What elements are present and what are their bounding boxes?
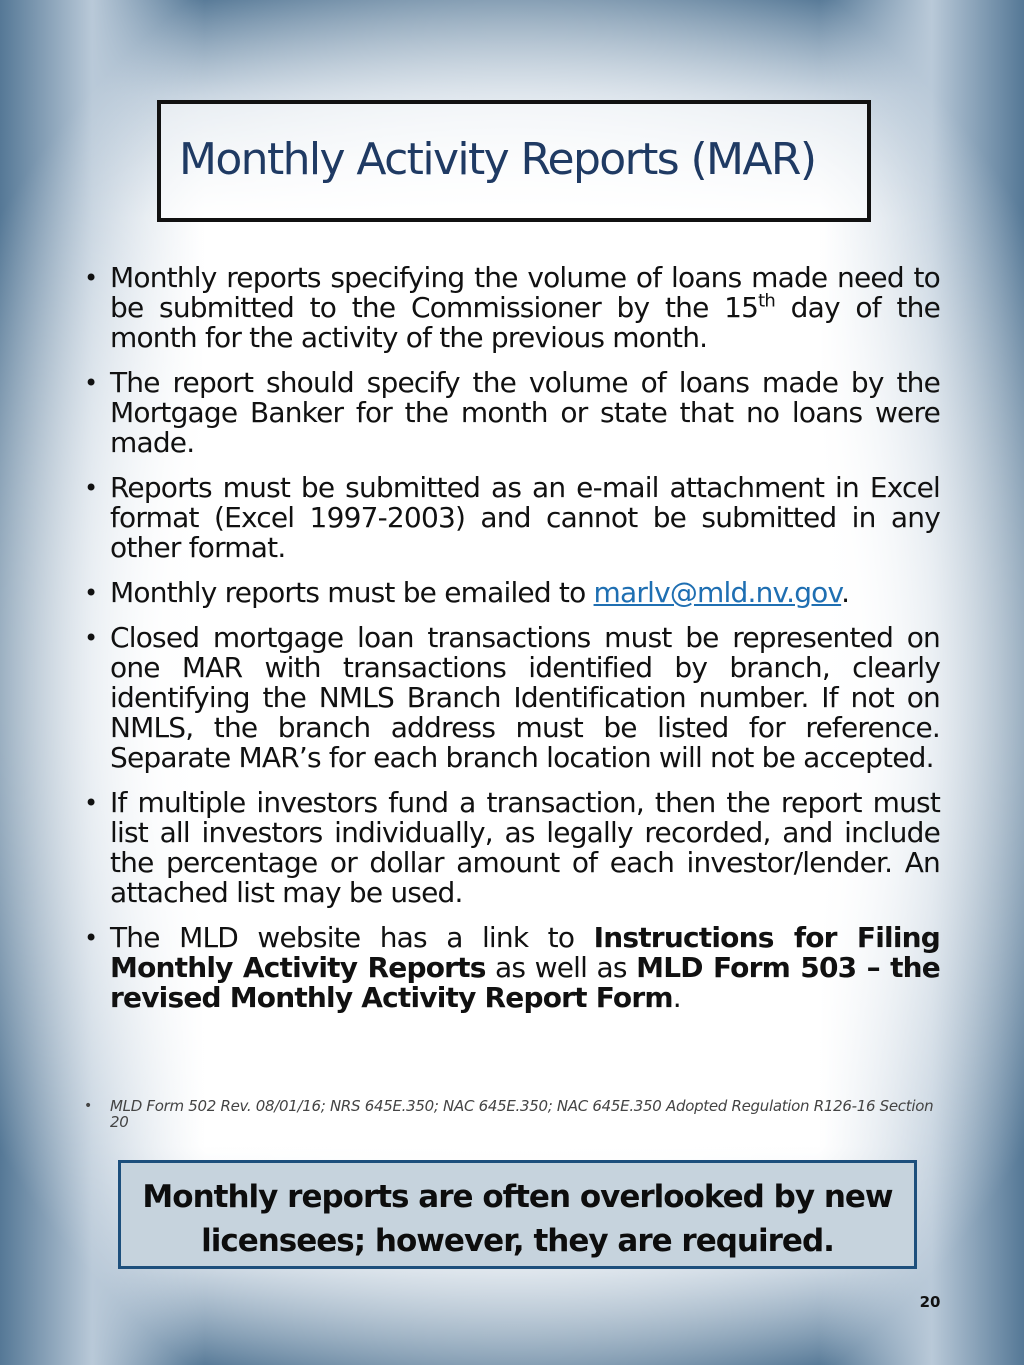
- bullet-text: as well as: [485, 951, 637, 984]
- bullet-icon: •: [84, 924, 98, 952]
- bullet-icon: •: [84, 1098, 92, 1114]
- title-box: [157, 100, 871, 222]
- bullet-icon: •: [84, 579, 98, 607]
- bullet-icon: •: [84, 264, 98, 292]
- bullet-text: If multiple investors fund a transaction, then the report must list all investors individually, as legally recorded, and include the percentage or dollar amount of each investor/lender. An attached list may be used.: [110, 786, 940, 909]
- footnote-text: MLD Form 502 Rev. 08/01/16; NRS 645E.350; NAC 645E.350; NAC 645E.350 Adopted Regulation R126-16 Section 20: [110, 1097, 934, 1131]
- bullet-icon: •: [84, 624, 98, 652]
- bullet-item-due-date: [84, 263, 940, 353]
- instructions-link-text: Instructions for Filing Monthly Activity Reports: [110, 921, 941, 984]
- bullet-text: day of the month for the activity of the previous month.: [110, 291, 941, 354]
- bullet-text: Closed mortgage loan transactions must be represented on one MAR with transactions identified by branch, clearly identifying the NMLS Branch Identification number. If not on NMLS, the branch address must be listed for reference. Separate MAR’s for each branch location will not be accepted.: [110, 621, 940, 774]
- superscript-text: th: [758, 290, 776, 312]
- bullet-item-website: [84, 923, 940, 1013]
- bullet-item-email: [84, 578, 940, 608]
- bullet-text: The MLD website has a link to: [110, 921, 594, 954]
- bullet-text: .: [841, 576, 850, 609]
- bullet-text: Monthly reports specifying the volume of loans made need to be submitted to the Commissioner by the 15: [110, 261, 940, 324]
- bullet-list: [84, 263, 940, 1028]
- bullet-text: .: [672, 981, 681, 1014]
- bullet-text: The report should specify the volume of loans made by the Mortgage Banker for the month or state that no loans were made.: [110, 366, 940, 459]
- bullet-icon: •: [84, 474, 98, 502]
- page-number: 20: [919, 1293, 941, 1311]
- bullet-item-investors: [84, 788, 940, 908]
- page-title: Monthly Activity Reports (MAR): [179, 134, 816, 185]
- callout-line-2: licensees; however, they are required.: [201, 1223, 834, 1259]
- bullet-item-format: [84, 473, 940, 563]
- bullet-text: Monthly reports must be emailed to: [110, 576, 594, 609]
- bullet-item-report-content: [84, 368, 940, 458]
- bullet-icon: •: [84, 369, 98, 397]
- callout-line-1: Monthly reports are often overlooked by new: [142, 1179, 893, 1215]
- callout-box: [118, 1160, 917, 1269]
- bullet-icon: •: [84, 789, 98, 817]
- bullet-item-branch: [84, 623, 940, 773]
- bullet-text: Reports must be submitted as an e-mail attachment in Excel format (Excel 1997-2003) and cannot be submitted in any other format.: [110, 471, 940, 564]
- footnote: [84, 1098, 940, 1130]
- email-link[interactable]: marlv@mld.nv.gov: [593, 576, 842, 609]
- form-503-text: MLD Form 503 – the revised Monthly Activity Report Form: [110, 951, 940, 1014]
